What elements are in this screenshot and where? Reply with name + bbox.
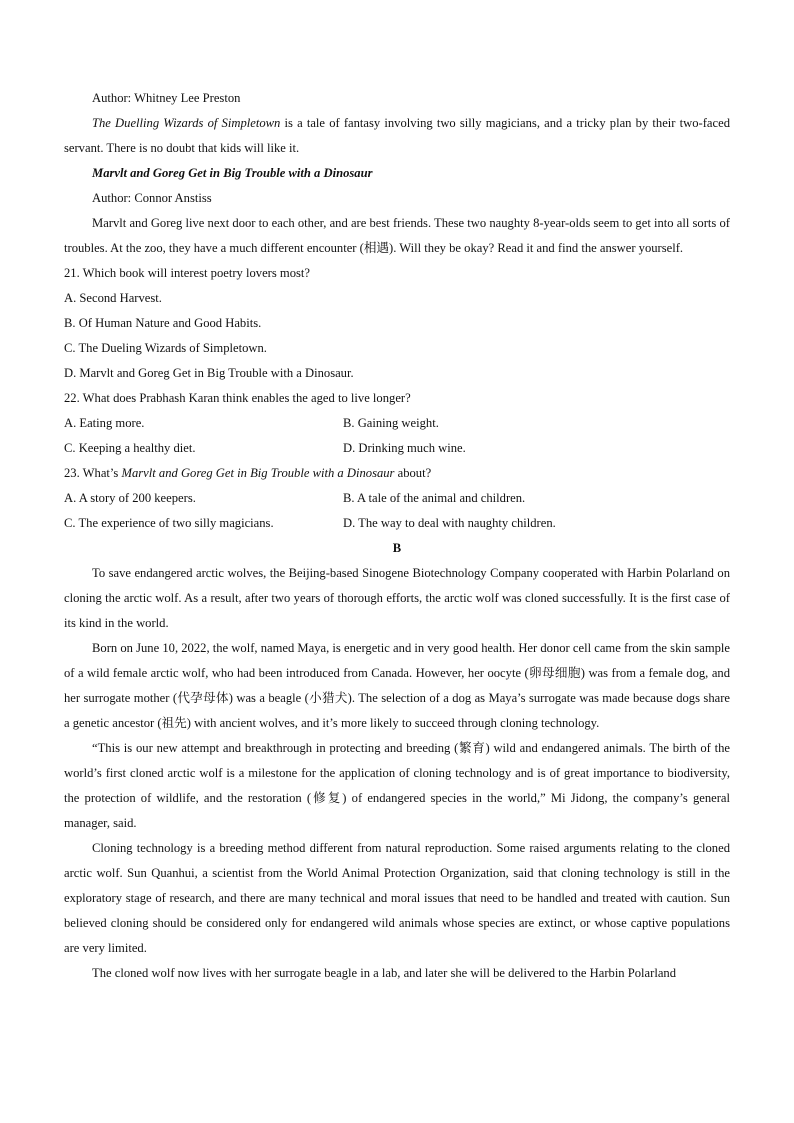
book3-author: Author: Whitney Lee Preston (92, 91, 241, 105)
book3-desc-text: is a tale of fantasy involving two silly magicians, and a tricky plan by their two-faced servant. There is no doubt that kids will like it. (64, 116, 730, 155)
book4-author: Author: Connor Anstiss (92, 191, 212, 205)
question-23-option-c: C. The experience of two silly magicians. (64, 516, 274, 530)
book4-description: Marvlt and Goreg live next door to each other, and are best friends. These two naughty 8-year-olds seem to get into all sorts of troubles. At the zoo, they have a much different encounter (相遇). Will they be okay? Read it and find the answer yourself. (64, 216, 730, 255)
question-23-options-row-2 (64, 511, 730, 536)
section-b-paragraph-1: To save endangered arctic wolves, the Beijing-based Sinogene Biotechnology Company cooperated with Harbin Polarland on cloning the arctic wolf. As a result, after two years of thorough efforts, the arctic wolf was cloned successfully. It is the first case of its kind in the world. (64, 566, 730, 630)
question-23-stem-suffix: about? (394, 466, 432, 480)
question-21-option-a: A. Second Harvest. (64, 291, 162, 305)
question-21-option-c: C. The Dueling Wizards of Simpletown. (64, 341, 267, 355)
section-b-paragraph-3: “This is our new attempt and breakthrough in protecting and breeding (繁育) wild and endangered animals. The birth of the world’s first cloned arctic wolf is a milestone for the application of cloning technology and is of great importance to biodiversity, the protection of wildlife, and the restoration (修复) of endangered species in the world,” Mi Jidong, the company’s general manager, said. (64, 741, 730, 830)
question-22-options-row-2 (64, 436, 730, 461)
section-b-paragraph-5: The cloned wolf now lives with her surrogate beagle in a lab, and later she will be delivered to the Harbin Polarland (92, 966, 677, 980)
question-23-option-d: D. The way to deal with naughty children. (343, 516, 556, 530)
question-21-option-d: D. Marvlt and Goreg Get in Big Trouble with a Dinosaur. (64, 366, 354, 380)
section-b-paragraph-2: Born on June 10, 2022, the wolf, named Maya, is energetic and in very good health. Her donor cell came from the skin sample of a wild female arctic wolf, who had been introduced from Canada. However, her oocyte (卵母细胞) was from a female dog, and her surrogate mother (代孕母体) was a beagle (小猎犬). The selection of a dog as Maya’s surrogate was made because dogs share a genetic ancestor (祖先) with ancient wolves, and it’s more likely to succeed through cloning technology. (64, 641, 730, 730)
question-22-option-d: D. Drinking much wine. (343, 441, 466, 455)
question-23-stem-prefix: 23. What’s (64, 466, 122, 480)
section-b-heading: B (392, 541, 402, 555)
question-23-option-b: B. A tale of the animal and children. (343, 491, 526, 505)
section-b-paragraph-4: Cloning technology is a breeding method different from natural reproduction. Some raised arguments relating to the cloned arctic wolf. Sun Quanhui, a scientist from the World Animal Protection Organization, said that cloning technology is still in the exploratory stage of research, and there are many technical and moral issues that need to be handled and treated with caution. Sun believed cloning should be considered only for endangered wild animals whose species are extinct, or whose captive populations are very limited. (64, 841, 730, 955)
question-23-stem-title: Marvlt and Goreg Get in Big Trouble with a Dinosaur (121, 466, 395, 480)
question-23-stem (64, 461, 730, 486)
document-page (64, 86, 730, 986)
question-22-options-row-1 (64, 411, 730, 436)
question-22-option-a: A. Eating more. (64, 416, 145, 430)
book3-description (64, 111, 730, 161)
question-22-option-b: B. Gaining weight. (343, 416, 439, 430)
question-21-stem: 21. Which book will interest poetry lovers most? (64, 266, 311, 280)
book4-title: Marvlt and Goreg Get in Big Trouble with a Dinosaur (92, 166, 373, 180)
question-23-options-row-1 (64, 486, 730, 511)
question-21-option-b: B. Of Human Nature and Good Habits. (64, 316, 262, 330)
book3-title: The Duelling Wizards of Simpletown (92, 116, 281, 130)
question-22-option-c: C. Keeping a healthy diet. (64, 441, 196, 455)
question-23-option-a: A. A story of 200 keepers. (64, 491, 196, 505)
question-22-stem: 22. What does Prabhash Karan think enables the aged to live longer? (64, 391, 411, 405)
